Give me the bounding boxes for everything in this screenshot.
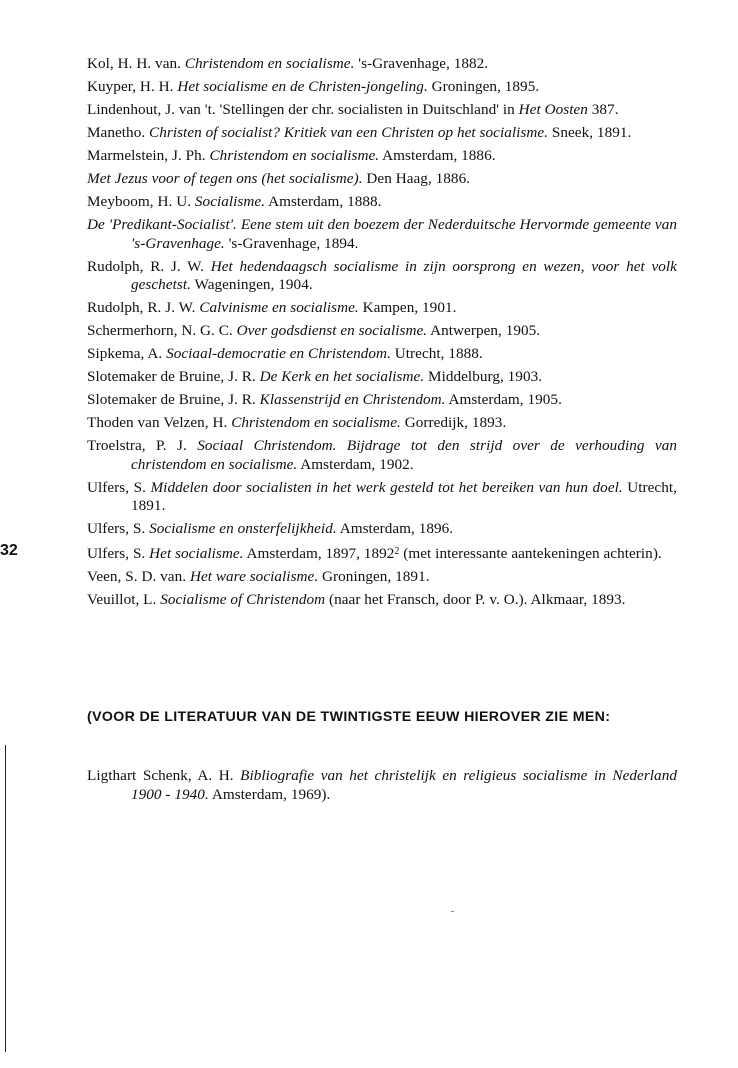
entry-note: (met interessante aantekeningen achterin).	[399, 545, 662, 562]
bibliography-entry	[87, 479, 677, 516]
entry-publication: Amsterdam, 1897, 1892	[243, 545, 395, 562]
entry-publication: Amsterdam, 1888.	[265, 193, 382, 210]
entry-author: Ulfers, S.	[87, 545, 150, 562]
entry-title: Socialisme.	[194, 193, 266, 210]
entry-title: De Kerk en het socialisme.	[259, 368, 425, 385]
bibliography-entry	[87, 216, 677, 253]
scan-speck	[451, 911, 454, 912]
entry-title: Het Oosten	[518, 101, 588, 118]
entry-publication: 's-Gravenhage, 1882.	[354, 55, 489, 72]
entry-title: Over godsdienst en socialisme.	[236, 322, 428, 339]
bibliography-entry	[87, 124, 677, 143]
bibliography-entry	[87, 345, 677, 364]
bibliography-entry	[87, 299, 677, 318]
bibliography-entry	[87, 568, 677, 587]
entry-title: Sociaal Christendom. Bijdrage tot den strijd over de verhouding van christendom en socialisme.	[131, 437, 677, 473]
entry-publication: 's-Gravenhage, 1894.	[224, 234, 359, 252]
bibliography-entry	[87, 591, 677, 610]
entry-publication: (naar het Fransch, door P. v. O.). Alkmaar, 1893.	[325, 591, 626, 608]
entry-publication: Groningen, 1895.	[427, 78, 540, 95]
entry-author: Schermerhorn, N. G. C.	[87, 322, 237, 339]
bibliography-entry	[87, 78, 677, 97]
bibliography-entry	[87, 193, 677, 212]
entry-publication: Groningen, 1891.	[318, 568, 430, 585]
entry-author: Kol, H. H. van.	[87, 55, 185, 72]
twentieth-century-bibliography-list	[87, 767, 677, 809]
entry-title: Socialisme en onsterfelijkheid.	[149, 520, 337, 537]
entry-publication: Amsterdam, 1886.	[379, 147, 496, 164]
bibliography-list	[87, 55, 677, 614]
entry-publication: Utrecht, 1891.	[131, 478, 677, 514]
entry-title: Calvinisme en socialisme.	[199, 299, 359, 316]
bibliography-entry	[87, 767, 677, 804]
bibliography-entry	[87, 258, 677, 295]
entry-publication: Utrecht, 1888.	[390, 345, 483, 362]
entry-publication: Gorredijk, 1893.	[400, 414, 507, 431]
entry-author: Slotemaker de Bruine, J. R.	[87, 368, 260, 385]
page-number: 32	[0, 542, 18, 559]
entry-publication: Amsterdam, 1969).	[208, 785, 331, 803]
entry-title: De 'Predikant-Socialist'. Eene stem uit den boezem der Nederduitsche Hervormde gemeente van 's-Gravenhage.	[87, 216, 677, 252]
entry-title: Socialisme of Christendom	[160, 591, 326, 608]
entry-publication: Antwerpen, 1905.	[427, 322, 541, 339]
entry-title: Het socialisme.	[149, 545, 244, 562]
entry-author: Rudolph, R. J. W.	[87, 257, 211, 275]
entry-publication: Kampen, 1901.	[358, 299, 457, 316]
entry-publication: Amsterdam, 1896.	[336, 520, 454, 537]
bibliography-entry	[87, 520, 677, 539]
entry-author: Ulfers, S.	[87, 478, 151, 496]
entry-publication: 387.	[587, 101, 619, 118]
entry-author: Sipkema, A.	[87, 345, 167, 362]
scan-margin-line	[5, 745, 6, 1052]
bibliography-entry	[87, 368, 677, 387]
entry-publication: Den Haag, 1886.	[362, 170, 471, 187]
entry-author: Lindenhout, J. van 't. 'Stellingen der chr. socialisten in Duitschland' in	[87, 101, 519, 118]
entry-title: Christendom en socialisme.	[209, 147, 380, 164]
bibliography-entry	[87, 170, 677, 189]
entry-title: Klassenstrijd en Christendom.	[259, 391, 446, 408]
entry-title: Het socialisme en de Christen-jongeling.	[177, 78, 428, 95]
entry-author: Ligthart Schenk, A. H.	[87, 767, 241, 784]
entry-author: Manetho.	[87, 124, 150, 141]
bibliography-entry	[87, 322, 677, 341]
entry-publication: Wageningen, 1904.	[190, 276, 313, 293]
entry-author: Rudolph, R. J. W.	[87, 299, 200, 316]
entry-author: Veuillot, L.	[87, 591, 161, 608]
entry-author: Meyboom, H. U.	[87, 193, 195, 210]
entry-title: Het ware socialisme.	[189, 568, 319, 585]
entry-title: Bibliografie van het christelijk en religieus socialisme in Nederland 1900 - 1940.	[131, 767, 677, 803]
section-heading: (VOOR DE LITERATUUR VAN DE TWINTIGSTE EEUW HIEROVER ZIE MEN:	[87, 709, 611, 725]
entry-publication: Amsterdam, 1902.	[297, 455, 414, 473]
entry-publication: Middelburg, 1903.	[424, 368, 543, 385]
entry-author: Marmelstein, J. Ph.	[87, 147, 210, 164]
entry-author: Veen, S. D. van.	[87, 568, 190, 585]
entry-publication: Sneek, 1891.	[548, 124, 632, 141]
bibliography-entry	[87, 543, 677, 564]
edition-superscript: 2	[394, 546, 400, 557]
entry-title: Christen of socialist? Kritiek van een Christen op het socialisme.	[149, 124, 549, 141]
entry-author: Slotemaker de Bruine, J. R.	[87, 391, 260, 408]
entry-title: Middelen door socialisten in het werk gesteld tot het bereiken van hun doel.	[150, 478, 623, 496]
entry-publication: Amsterdam, 1905.	[445, 391, 562, 408]
bibliography-entry	[87, 414, 677, 433]
entry-title: Christendom en socialisme.	[231, 414, 401, 431]
bibliography-entry	[87, 391, 677, 410]
entry-author: Kuyper, H. H.	[87, 78, 178, 95]
bibliography-entry	[87, 147, 677, 166]
entry-title: Christendom en socialisme.	[184, 55, 355, 72]
entry-title: Het hedendaagsch socialisme in zijn oorsprong en wezen, voor het volk geschetst.	[131, 257, 677, 293]
bibliography-entry	[87, 437, 677, 474]
entry-author: Ulfers, S.	[87, 520, 150, 537]
bibliography-entry	[87, 55, 677, 74]
entry-title: Sociaal-democratie en Christendom.	[166, 345, 391, 362]
entry-author: Troelstra, P. J.	[87, 437, 198, 454]
entry-author: Thoden van Velzen, H.	[87, 414, 232, 431]
bibliography-entry	[87, 101, 677, 120]
entry-title: Met Jezus voor of tegen ons (het socialisme).	[87, 170, 363, 187]
